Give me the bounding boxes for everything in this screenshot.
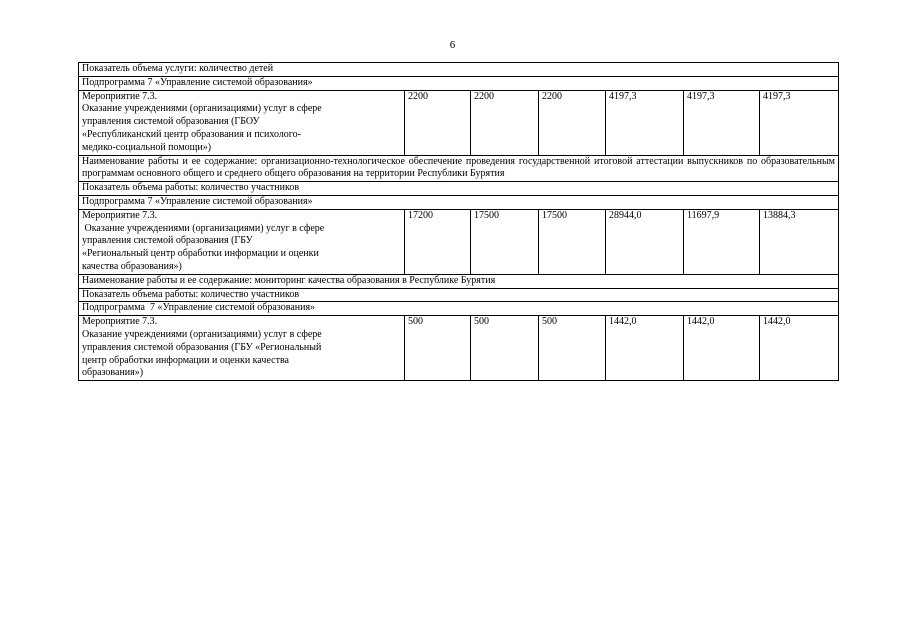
- value-cell: 13884,3: [760, 209, 839, 274]
- work-description: Наименование работы и ее содержание: мониторинг качества образования в Республике Бурятия: [79, 274, 839, 288]
- table-row: [79, 316, 839, 381]
- table-row: [79, 195, 839, 209]
- value-cell: 500: [471, 316, 539, 381]
- activity-description: Мероприятие 7.3. Оказание учреждениями (организациями) услуг в сфере управления системой образования (ГБУ «Региональный центр обработки информации и оценки качества образования»): [79, 209, 405, 274]
- value-cell: 1442,0: [606, 316, 684, 381]
- table-row: [79, 155, 839, 182]
- table-row: [79, 182, 839, 196]
- activity-description: Мероприятие 7.3. Оказание учреждениями (организациями) услуг в сфере управления системой образования (ГБОУ «Республиканский центр образования и психолого- медико-социальной помощи»): [79, 90, 405, 155]
- value-cell: 11697,9: [684, 209, 760, 274]
- value-cell: 500: [539, 316, 606, 381]
- page-number: 6: [449, 39, 456, 51]
- work-volume-indicator: Показатель объема работы: количество участников: [79, 182, 839, 196]
- value-cell: 2200: [405, 90, 471, 155]
- value-cell: 2200: [471, 90, 539, 155]
- service-volume-indicator: Показатель объема услуги: количество детей: [79, 63, 839, 77]
- table-row: [79, 76, 839, 90]
- table-row: [79, 90, 839, 155]
- value-cell: 2200: [539, 90, 606, 155]
- subprogram-title: Подпрограмма 7 «Управление системой образования»: [79, 76, 839, 90]
- work-volume-indicator: Показатель объема работы: количество участников: [79, 288, 839, 302]
- value-cell: 4197,3: [606, 90, 684, 155]
- value-cell: 28944,0: [606, 209, 684, 274]
- value-cell: 17200: [405, 209, 471, 274]
- value-cell: 1442,0: [760, 316, 839, 381]
- value-cell: 1442,0: [684, 316, 760, 381]
- table-row: [79, 288, 839, 302]
- subprogram-title: Подпрограмма 7 «Управление системой образования»: [79, 302, 839, 316]
- value-cell: 500: [405, 316, 471, 381]
- table-row: [79, 302, 839, 316]
- value-cell: 4197,3: [760, 90, 839, 155]
- work-description: Наименование работы и ее содержание: организационно-технологическое обеспечение проведения государственной итоговой аттестации выпускников по образовательным программам основного общего и среднего общего образования на территории Республики Бурятия: [79, 155, 839, 182]
- activity-description: Мероприятие 7.3. Оказание учреждениями (организациями) услуг в сфере управления системой образования (ГБУ «Региональный центр обработки информации и оценки качества образования»): [79, 316, 405, 381]
- subprogram-title: Подпрограмма 7 «Управление системой образования»: [79, 195, 839, 209]
- value-cell: 17500: [471, 209, 539, 274]
- table-row: [79, 209, 839, 274]
- value-cell: 17500: [539, 209, 606, 274]
- value-cell: 4197,3: [684, 90, 760, 155]
- table-row: [79, 63, 839, 77]
- program-table: [78, 62, 839, 381]
- table-row: [79, 274, 839, 288]
